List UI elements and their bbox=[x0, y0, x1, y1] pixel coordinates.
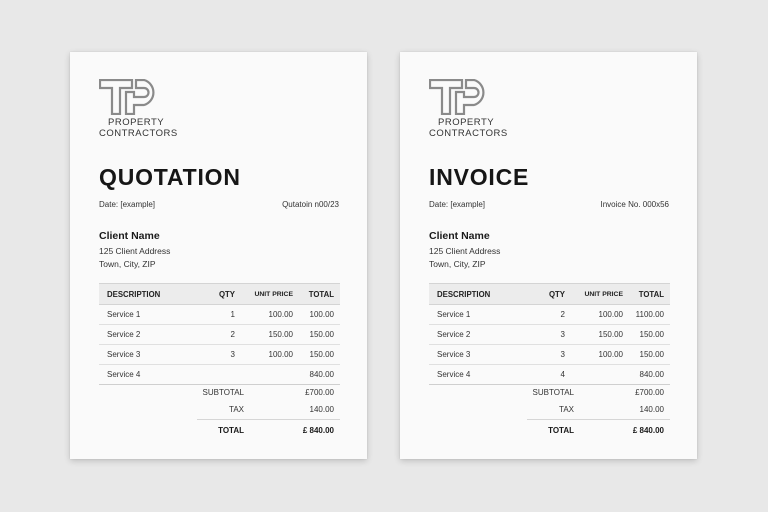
column-header-description: DESCRIPTION bbox=[99, 284, 197, 305]
column-header-description: DESCRIPTION bbox=[429, 284, 527, 305]
cell-qty bbox=[197, 365, 241, 385]
cell-qty: 3 bbox=[527, 325, 571, 345]
document-date: Date: [example] bbox=[429, 200, 486, 209]
column-header-qty: QTY bbox=[527, 284, 571, 305]
logo-text-line2: CONTRACTORS bbox=[429, 127, 508, 139]
cell-qty: 2 bbox=[197, 325, 241, 345]
table-row bbox=[429, 365, 670, 385]
cell-unit-price: 150.00 bbox=[241, 325, 299, 345]
total-row bbox=[99, 426, 340, 438]
cell-unit-price: 150.00 bbox=[571, 325, 629, 345]
table-header-row bbox=[99, 284, 340, 305]
document-date: Date: [example] bbox=[99, 200, 156, 209]
subtotal-row bbox=[429, 388, 670, 400]
cell-qty: 3 bbox=[527, 345, 571, 365]
cell-description: Service 2 bbox=[429, 325, 527, 345]
cell-description: Service 4 bbox=[429, 365, 527, 385]
tp-monogram-icon bbox=[429, 79, 489, 115]
document-number: Qutatoin n00/23 bbox=[282, 200, 339, 209]
tp-monogram-icon bbox=[99, 79, 159, 115]
cell-qty: 3 bbox=[197, 345, 241, 365]
cell-qty: 4 bbox=[527, 365, 571, 385]
column-header-total: TOTAL bbox=[299, 284, 340, 305]
tax-label: TAX bbox=[229, 405, 244, 414]
cell-unit-price: 100.00 bbox=[241, 345, 299, 365]
tax-value: 140.00 bbox=[309, 405, 334, 414]
cell-total: 150.00 bbox=[629, 325, 670, 345]
document-number: Invoice No. 000x56 bbox=[600, 200, 669, 209]
cell-description: Service 1 bbox=[429, 305, 527, 325]
document-title: QUOTATION bbox=[99, 164, 241, 190]
summary-divider bbox=[527, 419, 670, 420]
client-name: Client Name bbox=[99, 230, 160, 242]
cell-qty: 2 bbox=[527, 305, 571, 325]
cell-unit-price bbox=[241, 365, 299, 385]
cell-unit-price: 100.00 bbox=[571, 345, 629, 365]
cell-description: Service 3 bbox=[99, 345, 197, 365]
table-row bbox=[99, 305, 340, 325]
company-logo bbox=[429, 79, 519, 139]
column-header-total: TOTAL bbox=[629, 284, 670, 305]
client-address: 125 Client Address bbox=[429, 246, 501, 256]
subtotal-label: SUBTOTAL bbox=[532, 388, 574, 397]
summary-divider bbox=[197, 419, 340, 420]
table-header-row bbox=[429, 284, 670, 305]
cell-description: Service 3 bbox=[429, 345, 527, 365]
client-block bbox=[429, 230, 500, 271]
client-address: 125 Client Address bbox=[99, 246, 171, 256]
tax-row bbox=[429, 405, 670, 417]
total-value: £ 840.00 bbox=[302, 426, 334, 435]
cell-unit-price: 100.00 bbox=[571, 305, 629, 325]
tax-label: TAX bbox=[559, 405, 574, 414]
cell-total: 100.00 bbox=[299, 305, 340, 325]
tax-row bbox=[99, 405, 340, 417]
subtotal-value: £700.00 bbox=[635, 388, 664, 397]
cell-unit-price: 100.00 bbox=[241, 305, 299, 325]
logo-text-line1: PROPERTY bbox=[108, 117, 165, 128]
client-city: Town, City, ZIP bbox=[99, 259, 156, 269]
cell-total: 840.00 bbox=[299, 365, 340, 385]
column-header-unit-price: UNIT PRICE bbox=[571, 284, 629, 305]
total-value: £ 840.00 bbox=[632, 426, 664, 435]
invoice-page bbox=[400, 52, 697, 459]
column-header-unit-price: UNIT PRICE bbox=[241, 284, 299, 305]
cell-description: Service 4 bbox=[99, 365, 197, 385]
company-logo bbox=[99, 79, 189, 139]
logo-text-line2: CONTRACTORS bbox=[99, 127, 178, 139]
quotation-page bbox=[70, 52, 367, 459]
logo-text-line1: PROPERTY bbox=[438, 117, 495, 128]
cell-description: Service 2 bbox=[99, 325, 197, 345]
cell-total: 150.00 bbox=[299, 345, 340, 365]
cell-total: 150.00 bbox=[299, 325, 340, 345]
cell-unit-price bbox=[571, 365, 629, 385]
subtotal-label: SUBTOTAL bbox=[202, 388, 244, 397]
subtotal-value: £700.00 bbox=[305, 388, 334, 397]
cell-qty: 1 bbox=[197, 305, 241, 325]
client-block bbox=[99, 230, 170, 271]
table-row bbox=[99, 345, 340, 365]
document-title: INVOICE bbox=[429, 164, 530, 190]
cell-total: 840.00 bbox=[629, 365, 670, 385]
table-row bbox=[429, 345, 670, 365]
cell-description: Service 1 bbox=[99, 305, 197, 325]
subtotal-row bbox=[99, 388, 340, 400]
line-items-table bbox=[99, 283, 340, 385]
table-row bbox=[429, 305, 670, 325]
total-label: TOTAL bbox=[218, 426, 244, 435]
tax-value: 140.00 bbox=[639, 405, 664, 414]
table-row bbox=[429, 325, 670, 345]
client-city: Town, City, ZIP bbox=[429, 259, 486, 269]
table-row bbox=[99, 325, 340, 345]
cell-total: 1100.00 bbox=[629, 305, 670, 325]
total-label: TOTAL bbox=[548, 426, 574, 435]
client-name: Client Name bbox=[429, 230, 490, 242]
line-items-table bbox=[429, 283, 670, 385]
table-row bbox=[99, 365, 340, 385]
cell-total: 150.00 bbox=[629, 345, 670, 365]
total-row bbox=[429, 426, 670, 438]
column-header-qty: QTY bbox=[197, 284, 241, 305]
